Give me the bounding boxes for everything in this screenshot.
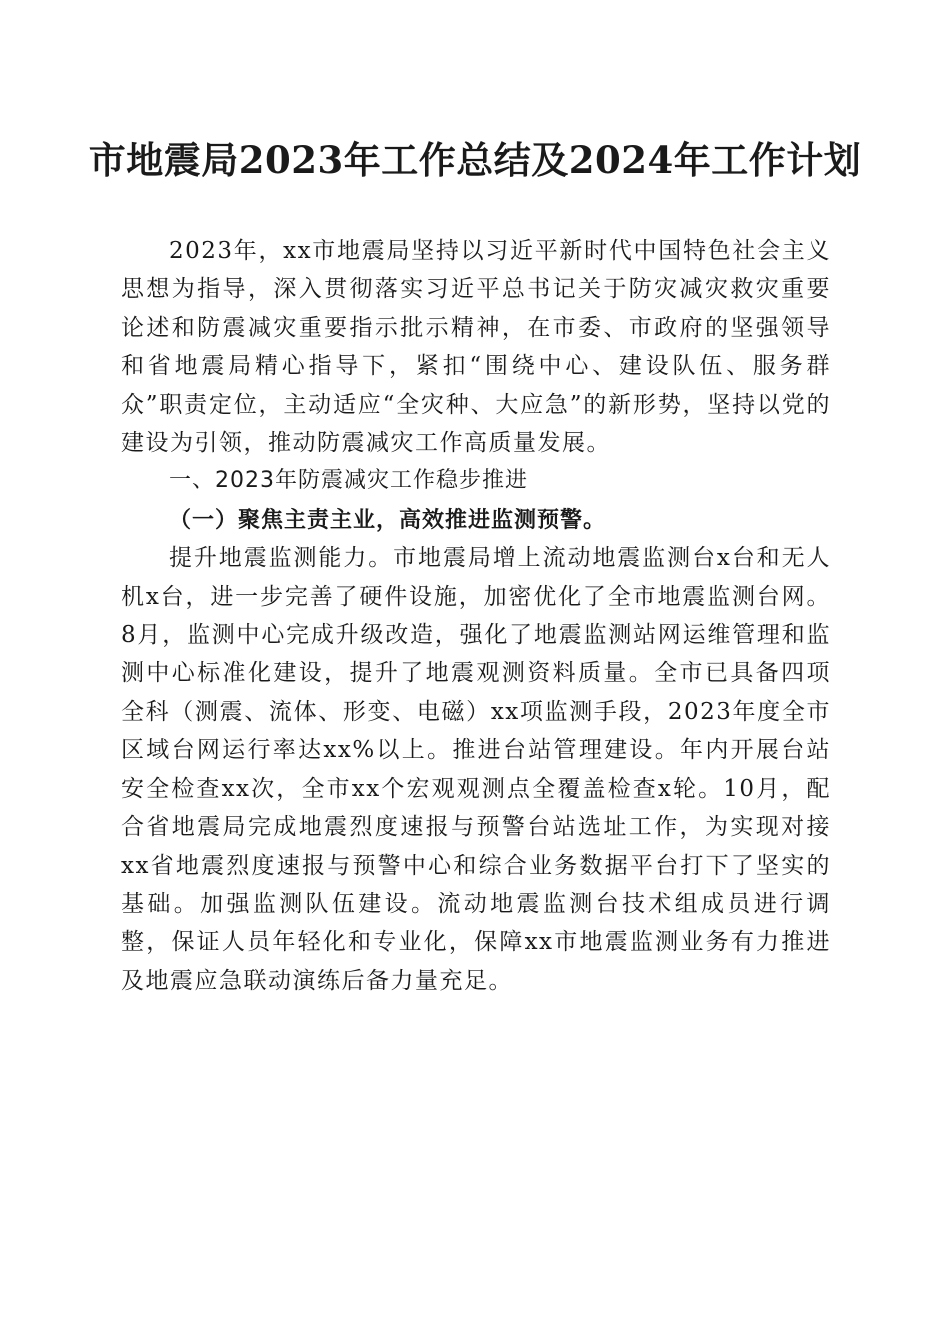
section-heading: 一、2023年防震减灾工作稳步推进: [169, 468, 528, 494]
document-title: 市地震局2023年工作总结及2024年工作计划: [88, 138, 862, 182]
body-paragraph: 提升地震监测能力。市地震局增上流动地震监测台x台和无人机x台，进一步完善了硬件设施，加密优化了全市地震监测台网。8月，监测中心完成升级改造，强化了地震监测站网运维管理和监测中心标准化建设，提升了地震观测资料质量。全市已具备四项全科（测震、流体、形变、电磁）xx项监测手段，2023年度全市区域台网运行率达xx%以上。推进台站管理建设。年内开展台站安全检查xx次，全市xx个宏观观测点全覆盖检查x轮。10月，配合省地震局完成地震烈度速报与预警台站选址工作，为实现对接xx省地震烈度速报与预警中心和综合业务数据平台打下了坚实的基础。加强监测队伍建设。流动地震监测台技术组成员进行调整，保证人员年轻化和专业化，保障xx市地震监测业务有力推进及地震应急联动演练后备力量充足。: [121, 545, 831, 994]
subsection-heading: （一）聚焦主责主业，高效推进监测预警。: [169, 506, 607, 533]
intro-paragraph: 2023年，xx市地震局坚持以习近平新时代中国特色社会主义思想为指导，深入贯彻落实习近平总书记关于防灾减灾救灾重要论述和防震减灾重要指示批示精神，在市委、市政府的坚强领导和省地震局精心指导下，紧扣“围绕中心、建设队伍、服务群众”职责定位，主动适应“全灾种、大应急”的新形势，坚持以党的建设为引领，推动防震减灾工作高质量发展。: [121, 238, 831, 457]
document-body: [121, 232, 831, 1000]
